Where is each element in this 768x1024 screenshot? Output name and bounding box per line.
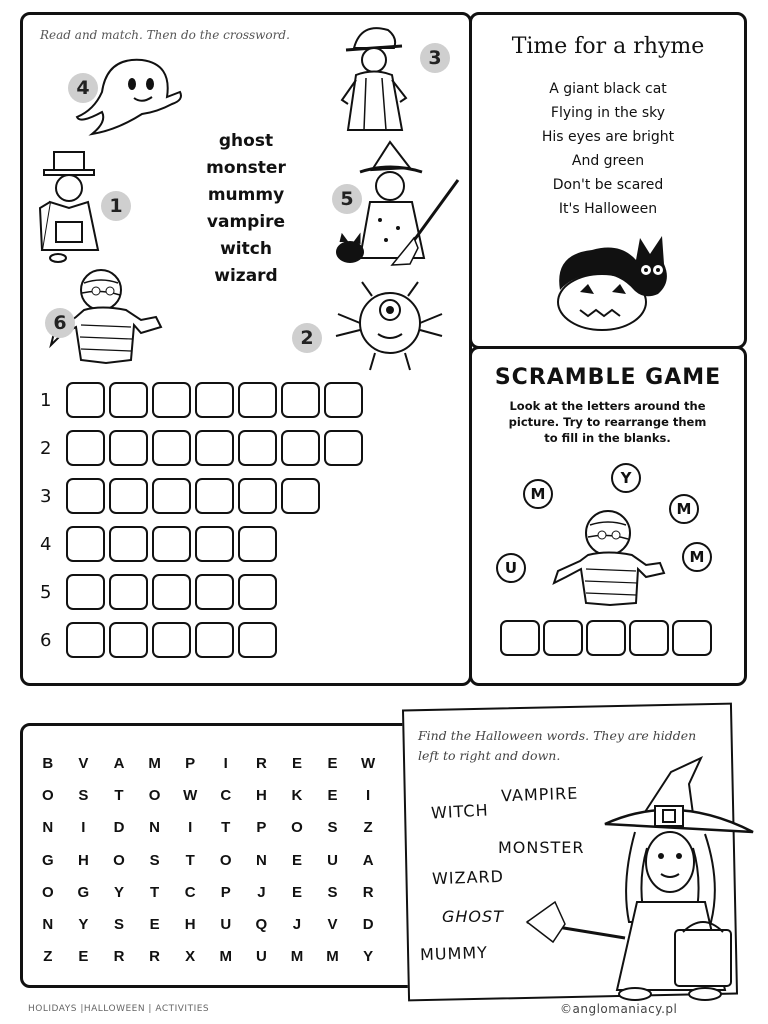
wordsearch-letter[interactable]: O <box>148 787 161 805</box>
rhyme-title: Time for a rhyme <box>511 34 705 59</box>
crossword-cell[interactable] <box>109 526 148 562</box>
wordsearch-letter[interactable]: W <box>183 787 198 805</box>
word-list-item: ghost <box>218 131 274 151</box>
wordsearch-letter[interactable]: S <box>327 819 338 837</box>
hidden-word: WIZARD <box>431 866 505 889</box>
wordsearch-letter[interactable]: Z <box>43 948 53 966</box>
wordsearch-letter[interactable]: E <box>149 915 160 933</box>
scramble-letter: M <box>669 494 699 524</box>
wordsearch-letter[interactable]: O <box>113 851 125 869</box>
footer-left: HOLIDAYS |HALLOWEEN | ACTIVITIES <box>28 1004 210 1014</box>
wordsearch-letter[interactable]: U <box>327 851 338 869</box>
crossword-cell[interactable] <box>324 382 363 418</box>
wordsearch-letter[interactable]: Y <box>113 883 124 901</box>
wordsearch-letter[interactable]: S <box>149 851 160 869</box>
crossword-instruction: Read and match. Then do the crossword. <box>40 28 290 42</box>
crossword-row-number: 1 <box>40 389 52 411</box>
wordsearch-letter[interactable]: E <box>78 948 89 966</box>
crossword-cell[interactable] <box>109 430 148 466</box>
crossword-cell[interactable] <box>66 382 105 418</box>
wordsearch-letter[interactable]: H <box>77 851 89 869</box>
hidden-word: MUMMY <box>419 942 489 965</box>
wordsearch-letter[interactable]: M <box>219 948 233 966</box>
word-list-item: witch <box>220 239 272 259</box>
crossword-cell[interactable] <box>152 574 191 610</box>
wordsearch-letter[interactable]: Z <box>363 819 373 837</box>
scramble-title: SCRAMBLE GAME <box>494 365 722 390</box>
crossword-cell[interactable] <box>281 430 320 466</box>
crossword-cell[interactable] <box>238 574 277 610</box>
hidden-word: VAMPIRE <box>500 783 579 806</box>
crossword-cell[interactable] <box>66 478 105 514</box>
rhyme-line: It's Halloween <box>558 201 658 217</box>
wordsearch-letter[interactable]: V <box>78 755 89 772</box>
crossword-row <box>40 622 281 658</box>
wordsearch-letter[interactable]: O <box>291 819 303 837</box>
cat-pumpkin-illustration <box>540 230 680 335</box>
wordsearch-letter[interactable]: E <box>291 755 302 772</box>
rhyme-line: His eyes are bright <box>541 129 675 145</box>
crossword-cell[interactable] <box>238 382 277 418</box>
wordsearch-instruction: Find the Halloween words. They are hidden left to right and down. <box>418 728 697 763</box>
wordsearch-letter[interactable]: O <box>219 851 232 869</box>
wordsearch-letter[interactable]: M <box>148 755 161 772</box>
wordsearch-letter[interactable]: I <box>366 787 371 805</box>
wordsearch-letter[interactable]: M <box>326 948 339 966</box>
crossword-cell[interactable] <box>324 430 363 466</box>
footer-right: ©anglomaniacy.pl <box>560 1002 678 1016</box>
crossword-row <box>40 430 367 466</box>
wordsearch-letter[interactable]: D <box>362 915 374 933</box>
crossword-row <box>40 382 367 418</box>
wordsearch-letter[interactable]: B <box>42 755 54 772</box>
scramble-letter: M <box>682 542 712 572</box>
rhyme-line: And green <box>571 153 645 169</box>
crossword-cell[interactable] <box>238 430 277 466</box>
rhyme-lines <box>472 77 744 221</box>
crossword-cell[interactable] <box>109 574 148 610</box>
wordsearch-letter[interactable]: R <box>149 948 160 966</box>
crossword-cell[interactable] <box>109 622 148 658</box>
scramble-letter: M <box>523 479 553 509</box>
wordsearch-letter[interactable]: S <box>78 787 89 805</box>
scramble-letter: U <box>496 553 526 583</box>
wordsearch-letter[interactable]: T <box>149 883 160 901</box>
wordsearch-letter[interactable]: G <box>77 883 90 901</box>
wordsearch-letter[interactable]: N <box>255 851 267 869</box>
witch-with-broom-illustration <box>525 752 763 1002</box>
wordsearch-letter[interactable]: E <box>327 787 338 805</box>
wizard-illustration <box>336 20 418 138</box>
wordsearch-letter[interactable]: X <box>185 948 196 966</box>
picture-number-badge: 1 <box>101 191 131 221</box>
wordsearch-letter[interactable]: D <box>113 819 125 837</box>
crossword-cell[interactable] <box>195 574 234 610</box>
crossword-cell[interactable] <box>195 382 234 418</box>
mummy-illustration <box>548 505 668 610</box>
wordsearch-letter[interactable]: E <box>291 851 302 869</box>
scramble-blank[interactable] <box>586 620 626 656</box>
rhyme-line: Flying in the sky <box>550 105 666 121</box>
wordsearch-letter[interactable]: Y <box>363 948 374 966</box>
wordsearch-letter[interactable]: I <box>188 819 193 837</box>
word-list <box>196 128 296 290</box>
crossword-cell[interactable] <box>66 574 105 610</box>
wordsearch-letter[interactable]: U <box>220 915 232 933</box>
wordsearch-letter[interactable]: Q <box>255 915 268 933</box>
crossword-cell[interactable] <box>66 526 105 562</box>
vampire-illustration <box>36 150 108 265</box>
monster-illustration <box>330 278 448 374</box>
wordsearch-letter[interactable]: I <box>223 755 228 772</box>
wordsearch-letter[interactable]: N <box>42 915 54 933</box>
crossword-cell[interactable] <box>195 622 234 658</box>
wordsearch-letter[interactable]: E <box>327 755 338 772</box>
crossword-row-number: 3 <box>40 485 52 507</box>
crossword-cell[interactable] <box>238 526 277 562</box>
scramble-blank[interactable] <box>672 620 712 656</box>
wordsearch-letter[interactable]: Y <box>78 915 89 933</box>
picture-number-badge: 6 <box>45 308 75 338</box>
crossword-cell[interactable] <box>152 430 191 466</box>
word-list-item: mummy <box>207 185 285 205</box>
crossword-row-number: 2 <box>40 437 52 459</box>
rhyme-line: A giant black cat <box>549 81 667 97</box>
wordsearch-letter[interactable]: U <box>255 948 267 966</box>
wordsearch-letter[interactable]: R <box>113 948 125 966</box>
crossword-cell[interactable] <box>152 382 191 418</box>
word-list-item: vampire <box>206 212 286 232</box>
word-list-item: wizard <box>214 266 278 286</box>
wordsearch-letter[interactable]: H <box>255 787 267 805</box>
wordsearch-letter[interactable]: V <box>327 915 338 933</box>
crossword-cell[interactable] <box>109 382 148 418</box>
crossword-cell[interactable] <box>238 478 277 514</box>
scramble-instruction: Look at the letters around the picture. Try to rearrange them to fill in the blanks. <box>508 399 707 445</box>
crossword-cell[interactable] <box>195 478 234 514</box>
wordsearch-letter[interactable]: N <box>42 819 54 837</box>
wordsearch-letter[interactable]: N <box>149 819 160 837</box>
hidden-word: WITCH <box>430 800 490 823</box>
wordsearch-letter[interactable]: H <box>184 915 196 933</box>
crossword-row-number: 4 <box>40 533 52 555</box>
wordsearch-letter[interactable]: T <box>114 787 124 805</box>
wordsearch-letter[interactable]: J <box>292 915 302 933</box>
picture-number-badge: 4 <box>68 73 98 103</box>
picture-number-badge: 2 <box>292 323 322 353</box>
wordsearch-letter[interactable]: W <box>361 755 376 772</box>
scramble-letter: Y <box>611 463 641 493</box>
crossword-cell[interactable] <box>152 622 191 658</box>
wordsearch-letter[interactable]: S <box>327 883 338 901</box>
crossword-cell[interactable] <box>195 526 234 562</box>
crossword-cell[interactable] <box>66 622 105 658</box>
wordsearch-letter[interactable]: M <box>290 948 304 966</box>
crossword-cell[interactable] <box>281 478 320 514</box>
wordsearch-letter[interactable]: P <box>256 819 267 837</box>
crossword-row <box>40 478 324 514</box>
wordsearch-letter[interactable]: T <box>221 819 231 837</box>
wordsearch-letter[interactable]: P <box>185 755 196 772</box>
wordsearch-letter[interactable]: C <box>184 883 196 901</box>
wordsearch-letter[interactable]: K <box>291 787 303 805</box>
scramble-blank[interactable] <box>629 620 669 656</box>
crossword-cell[interactable] <box>195 430 234 466</box>
picture-number-badge: 3 <box>420 43 450 73</box>
scramble-blank[interactable] <box>543 620 583 656</box>
wordsearch-letter[interactable]: O <box>41 883 54 901</box>
word-list-item: monster <box>206 158 286 178</box>
wordsearch-letter[interactable]: S <box>113 915 124 933</box>
wordsearch-letter[interactable]: E <box>291 883 302 901</box>
wordsearch-letter[interactable]: O <box>41 787 54 805</box>
wordsearch-letter[interactable]: T <box>185 851 195 869</box>
hidden-word: MONSTER <box>498 838 585 857</box>
wordsearch-grid <box>30 748 386 973</box>
wordsearch-letter[interactable]: R <box>255 755 267 772</box>
wordsearch-letter[interactable]: G <box>41 851 54 869</box>
crossword-cell[interactable] <box>109 478 148 514</box>
wordsearch-letter[interactable]: A <box>362 851 374 869</box>
picture-number-badge: 5 <box>332 184 362 214</box>
wordsearch-letter[interactable]: P <box>220 883 231 901</box>
crossword-cell[interactable] <box>66 430 105 466</box>
wordsearch-letter[interactable]: R <box>362 883 374 901</box>
crossword-row <box>40 574 281 610</box>
scramble-blanks <box>500 620 715 656</box>
wordsearch-letter[interactable]: I <box>81 819 86 837</box>
wordsearch-letter[interactable]: A <box>113 755 125 772</box>
wordsearch-letter[interactable]: C <box>220 787 232 805</box>
crossword-row-number: 6 <box>40 629 52 651</box>
crossword-cell[interactable] <box>238 622 277 658</box>
crossword-cell[interactable] <box>152 478 191 514</box>
crossword-cell[interactable] <box>152 526 191 562</box>
wordsearch-letter[interactable]: J <box>257 883 266 901</box>
rhyme-line: Don't be scared <box>552 177 664 193</box>
hidden-word: GHOST <box>442 907 504 926</box>
scramble-blank[interactable] <box>500 620 540 656</box>
crossword-row-number: 5 <box>40 581 52 603</box>
crossword-row <box>40 526 281 562</box>
crossword-cell[interactable] <box>281 382 320 418</box>
